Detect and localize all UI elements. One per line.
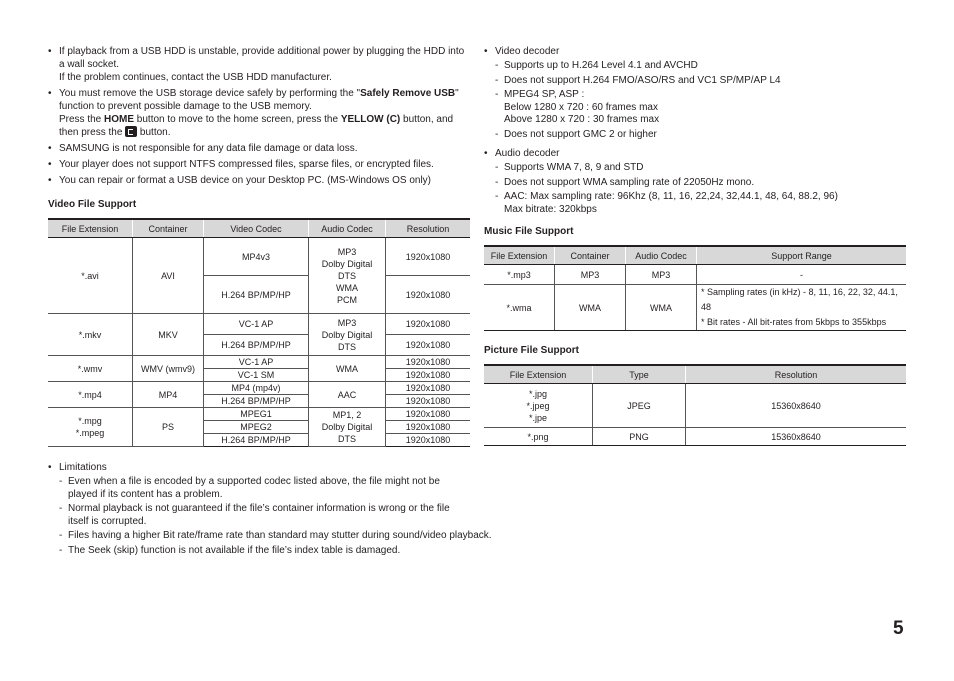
picture-file-support-table (484, 364, 906, 446)
table-cell: AAC (309, 382, 386, 408)
left-column (48, 45, 492, 560)
text-segment: button to move to the home screen, press the (134, 114, 341, 125)
table-cell: 1920x1080 (386, 356, 471, 369)
table-row (48, 408, 470, 421)
column-header: Resolution (386, 219, 471, 238)
cell-line: DTS (338, 270, 356, 281)
cell-line: *.jpe (528, 412, 547, 423)
table-cell: 1920x1080 (386, 276, 471, 314)
cell-line: MP1, 2 (332, 410, 362, 420)
note-text (59, 113, 470, 126)
table-header-row (484, 365, 906, 384)
column-header: Support Range (697, 246, 907, 265)
note-text: a wall socket. (59, 59, 120, 70)
list-item (48, 142, 470, 155)
table-row (48, 356, 470, 369)
note-text: Max bitrate: 320kbps (504, 203, 597, 215)
list-item (495, 75, 906, 88)
table-header-row (48, 219, 470, 238)
list-item (495, 89, 906, 127)
text-bold: YELLOW (C) (340, 114, 401, 125)
list-item (495, 191, 906, 216)
note-text: Below 1280 x 720 : 60 frames max (504, 101, 658, 113)
cell-line: Dolby Digital (321, 422, 373, 432)
table-cell: 1920x1080 (386, 369, 471, 382)
limitations-sublist (59, 476, 492, 557)
table-cell: H.264 BP/MP/HP (204, 276, 309, 314)
cell-line: DTS (338, 434, 356, 444)
table-row (48, 314, 470, 335)
table-cell (697, 285, 907, 331)
note-text: You can repair or format a USB device on your Desktop PC. (MS-Windows OS only) (59, 175, 432, 186)
note-text (59, 126, 470, 139)
video-file-support-heading: Video File Support (48, 199, 137, 210)
cell-line: Dolby Digital (321, 329, 373, 340)
page-number: 5 (893, 618, 904, 639)
note-text: - The Seek (skip) function is not available if the file’s index table is damaged. (68, 544, 401, 556)
video-file-support-table (48, 218, 470, 447)
return-button-icon (125, 126, 137, 137)
text-segment: then press the (59, 127, 126, 138)
note-text: If the problem continues, contact the USB HDD manufacturer. (59, 72, 332, 83)
note-text: - Files having a higher Bit rate/frame rate than standard may stutter during sound/video playback. (68, 530, 492, 541)
table-cell (484, 384, 593, 428)
table-cell: MP4v3 (204, 238, 309, 276)
column-header: Container (555, 246, 626, 265)
table-header-row (484, 246, 906, 265)
note-text: - Supports up to H.264 Level 4.1 and AVCHD (504, 60, 698, 71)
table-cell: WMA (626, 285, 697, 331)
table-cell: MP3 (555, 265, 626, 285)
column-header: Container (133, 219, 204, 238)
table-cell: MPEG2 (204, 421, 309, 434)
cell-line: * Sampling rates (in kHz) - 8, 11, 16, 22, 32, 44.1, 48 (701, 287, 898, 312)
table-row (484, 384, 906, 428)
table-cell: *.mp4 (48, 382, 133, 408)
note-text: SAMSUNG is not responsible for any data file damage or data loss. (59, 143, 358, 154)
column-header: File Extension (48, 219, 133, 238)
table-cell: PS (133, 408, 204, 447)
table-cell (309, 314, 386, 356)
table-row (48, 382, 470, 395)
note-text: - Supports WMA 7, 8, 9 and STD (504, 162, 644, 173)
table-cell: MP4 (mp4v) (204, 382, 309, 395)
table-cell: 15360x8640 (686, 384, 907, 428)
table-cell: VC-1 AP (204, 356, 309, 369)
cell-line: PCM (337, 294, 357, 305)
table-cell: *.png (484, 428, 593, 446)
table-cell: 1920x1080 (386, 434, 471, 447)
cell-line: WMA (336, 282, 358, 293)
list-item (495, 162, 906, 175)
note-text: - MPEG4 SP, ASP : (504, 89, 585, 100)
text-bold: Safely Remove USB (360, 88, 456, 99)
column-header: File Extension (484, 365, 593, 384)
decoder-list (484, 45, 906, 216)
list-item (59, 530, 492, 543)
note-text: function to prevent possible damage to the USB memory. (59, 101, 312, 112)
cell-line: MP3 (337, 317, 357, 328)
table-cell: WMV (wmv9) (133, 356, 204, 382)
audio-decoder-sublist (495, 162, 906, 216)
list-item (48, 158, 470, 171)
table-cell (309, 238, 386, 314)
table-cell: H.264 BP/MP/HP (204, 335, 309, 356)
list-item (48, 87, 470, 139)
table-cell: *.mp3 (484, 265, 555, 285)
table-cell: 1920x1080 (386, 314, 471, 335)
list-item (48, 174, 470, 187)
note-text: • If playback from a USB HDD is unstable, provide additional power by plugging the HDD into (59, 46, 465, 57)
table-cell: WMA (555, 285, 626, 331)
right-column (484, 45, 906, 446)
table-cell: H.264 BP/MP/HP (204, 434, 309, 447)
note-text: - Does not support H.264 FMO/ASO/RS and VC1 SP/MP/AP L4 (504, 74, 781, 86)
table-cell: 1920x1080 (386, 395, 471, 408)
table-cell (48, 408, 133, 447)
table-cell: VC-1 AP (204, 314, 309, 335)
cell-line: *.mpg (78, 416, 102, 426)
picture-file-support-heading: Picture File Support (484, 345, 580, 356)
column-header: File Extension (484, 246, 555, 265)
list-item (484, 147, 906, 216)
table-cell: VC-1 SM (204, 369, 309, 382)
cell-line: * Bit rates - All bit-rates from 5kbps to 355kbps (701, 317, 887, 327)
note-text: - Normal playback is not guaranteed if the file’s container information is wrong or the file (68, 503, 450, 514)
text-segment: button, and (400, 114, 454, 125)
limitations-title: Limitations (59, 462, 107, 473)
note-text: - AAC: Max sampling rate: 96Khz (8, 11, 16, 22,24, 32,44.1, 48, 64, 88.2, 96) (504, 191, 838, 202)
column-header: Resolution (686, 365, 907, 384)
list-item (484, 45, 906, 141)
table-cell: *.avi (48, 238, 133, 314)
cell-line: *.jpeg (526, 400, 550, 411)
column-header: Video Codec (204, 219, 309, 238)
table-cell: *.mkv (48, 314, 133, 356)
limitations-list (48, 461, 492, 557)
table-row (48, 238, 470, 276)
table-cell: MPEG1 (204, 408, 309, 421)
note-text: - Even when a file is encoded by a supported codec listed above, the file might not be (68, 476, 440, 487)
table-cell: 1920x1080 (386, 421, 471, 434)
note-text: - Does not support WMA sampling rate of 22050Hz mono. (504, 176, 755, 188)
text-segment: button. (137, 127, 171, 138)
table-cell: MP4 (133, 382, 204, 408)
video-decoder-title: Video decoder (495, 46, 560, 57)
text-segment: Press the (59, 114, 105, 125)
column-header: Audio Codec (626, 246, 697, 265)
text-segment: " (455, 88, 459, 99)
table-cell: 1920x1080 (386, 408, 471, 421)
table-cell: 15360x8640 (686, 428, 907, 446)
table-cell: MP3 (626, 265, 697, 285)
music-file-support-heading: Music File Support (484, 226, 574, 237)
list-item (495, 60, 906, 73)
column-header: Type (593, 365, 686, 384)
cell-line: MP3 (337, 246, 357, 257)
cell-line: DTS (338, 341, 356, 352)
note-text (59, 87, 470, 100)
table-cell: *.wma (484, 285, 555, 331)
note-text: - Does not support GMC 2 or higher (504, 128, 657, 140)
table-cell: 1920x1080 (386, 238, 471, 276)
table-cell: 1920x1080 (386, 382, 471, 395)
video-decoder-sublist (495, 60, 906, 141)
list-item (495, 129, 906, 142)
list-item (495, 177, 906, 190)
table-cell: PNG (593, 428, 686, 446)
text-bold: HOME (104, 114, 135, 125)
cell-line: Dolby Digital (321, 258, 373, 269)
table-cell: MKV (133, 314, 204, 356)
table-cell: AVI (133, 238, 204, 314)
table-cell: JPEG (593, 384, 686, 428)
list-item (59, 545, 470, 558)
table-cell: WMA (309, 356, 386, 382)
table-cell: 1920x1080 (386, 335, 471, 356)
cell-line: *.mpeg (75, 428, 105, 438)
table-row (484, 265, 906, 285)
table-row (484, 428, 906, 446)
list-item (59, 503, 470, 528)
note-text: itself is corrupted. (68, 515, 147, 527)
note-text: Above 1280 x 720 : 30 frames max (504, 114, 660, 125)
list-item (59, 476, 470, 501)
table-cell: - (697, 265, 907, 285)
note-text: played if its content has a problem. (68, 488, 223, 500)
table-cell (309, 408, 386, 447)
usb-notes-list (48, 45, 470, 187)
cell-line: *.jpg (528, 388, 547, 399)
list-item (48, 45, 470, 84)
music-file-support-table (484, 245, 906, 331)
table-cell: H.264 BP/MP/HP (204, 395, 309, 408)
text-segment: You must remove the USB storage device safely by performing the " (59, 88, 361, 99)
table-cell: *.wmv (48, 356, 133, 382)
table-row (484, 285, 906, 331)
audio-decoder-title: Audio decoder (495, 148, 560, 159)
list-item (48, 461, 492, 557)
note-text: Your player does not support NTFS compressed files, sparse files, or encrypted files. (59, 159, 434, 170)
column-header: Audio Codec (309, 219, 386, 238)
